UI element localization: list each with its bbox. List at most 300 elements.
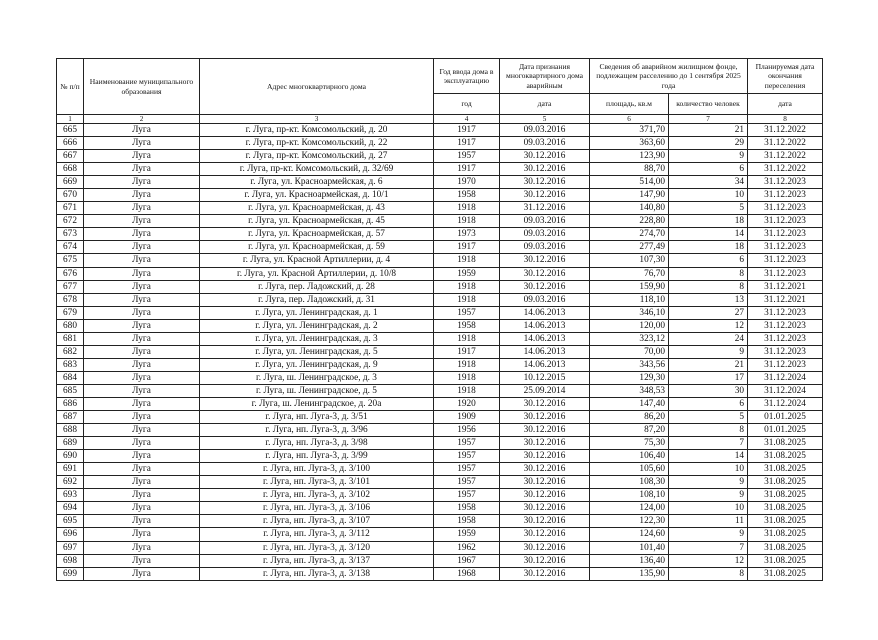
col-number: 7: [669, 115, 748, 124]
table-row: [57, 358, 823, 371]
people-cell: 34: [669, 176, 748, 189]
date-cell: 14.06.2013: [500, 345, 590, 358]
address-cell: г. Луга, ул. Ленинградская, д. 9: [200, 358, 434, 371]
table-row: [57, 332, 823, 345]
people-cell: 5: [669, 202, 748, 215]
year-cell: 1917: [434, 137, 500, 150]
header-sub-year: год: [434, 94, 500, 115]
date-cell: 30.12.2016: [500, 515, 590, 528]
year-cell: 1917: [434, 345, 500, 358]
municipality-cell: Луга: [84, 502, 200, 515]
municipality-cell: Луга: [84, 332, 200, 345]
date-cell: 30.12.2016: [500, 528, 590, 541]
row-number: 686: [57, 397, 84, 410]
people-cell: 18: [669, 241, 748, 254]
people-cell: 29: [669, 137, 748, 150]
year-cell: 1959: [434, 528, 500, 541]
address-cell: г. Луга, ул. Красноармейская, д. 6: [200, 176, 434, 189]
row-number: 669: [57, 176, 84, 189]
plan-date-cell: 31.12.2024: [748, 397, 823, 410]
people-cell: 24: [669, 332, 748, 345]
year-cell: 1918: [434, 202, 500, 215]
row-number: 697: [57, 541, 84, 554]
date-cell: 09.03.2016: [500, 137, 590, 150]
row-number: 692: [57, 476, 84, 489]
col-number: 2: [84, 115, 200, 124]
people-cell: 10: [669, 502, 748, 515]
address-cell: г. Луга, ул. Красноармейская, д. 10/1: [200, 189, 434, 202]
header-sub-date: дата: [500, 94, 590, 115]
year-cell: 1918: [434, 358, 500, 371]
header-plan-group: Планируемая дата окончания переселения: [748, 59, 823, 94]
header-info-group: Сведения об аварийном жилищном фонде, подлежащем расселению до 1 сентября 2025 года: [590, 59, 748, 94]
municipality-cell: Луга: [84, 293, 200, 306]
row-number: 682: [57, 345, 84, 358]
area-cell: 124,00: [590, 502, 669, 515]
plan-date-cell: 31.12.2023: [748, 332, 823, 345]
municipality-cell: Луга: [84, 424, 200, 437]
year-cell: 1957: [434, 476, 500, 489]
municipality-cell: Луга: [84, 306, 200, 319]
date-cell: 31.12.2016: [500, 202, 590, 215]
area-cell: 346,10: [590, 306, 669, 319]
address-cell: г. Луга, нп. Луга-3, д. 3/100: [200, 463, 434, 476]
address-cell: г. Луга, нп. Луга-3, д. 3/102: [200, 489, 434, 502]
area-cell: 87,20: [590, 424, 669, 437]
header-address: Адрес многоквартирного дома: [200, 59, 434, 115]
municipality-cell: Луга: [84, 463, 200, 476]
municipality-cell: Луга: [84, 554, 200, 567]
row-number: 668: [57, 163, 84, 176]
row-number: 678: [57, 293, 84, 306]
date-cell: 14.06.2013: [500, 306, 590, 319]
address-cell: г. Луга, ул. Ленинградская, д. 2: [200, 319, 434, 332]
date-cell: 14.06.2013: [500, 319, 590, 332]
area-cell: 343,56: [590, 358, 669, 371]
date-cell: 09.03.2016: [500, 241, 590, 254]
year-cell: 1962: [434, 541, 500, 554]
row-number: 672: [57, 215, 84, 228]
table-row: [57, 189, 823, 202]
plan-date-cell: 31.08.2025: [748, 476, 823, 489]
year-cell: 1918: [434, 254, 500, 267]
address-cell: г. Луга, ул. Ленинградская, д. 1: [200, 306, 434, 319]
address-cell: г. Луга, нп. Луга-3, д. 3/112: [200, 528, 434, 541]
municipality-cell: Луга: [84, 124, 200, 137]
plan-date-cell: 31.08.2025: [748, 437, 823, 450]
address-cell: г. Луга, пр-кт. Комсомольский, д. 27: [200, 150, 434, 163]
people-cell: 30: [669, 384, 748, 397]
plan-date-cell: 31.08.2025: [748, 554, 823, 567]
address-cell: г. Луга, нп. Луга-3, д. 3/101: [200, 476, 434, 489]
people-cell: 9: [669, 150, 748, 163]
row-number: 667: [57, 150, 84, 163]
table-row: [57, 397, 823, 410]
table-body: [57, 124, 823, 581]
row-number: 683: [57, 358, 84, 371]
municipality-cell: Луга: [84, 528, 200, 541]
table-row: [57, 163, 823, 176]
year-cell: 1958: [434, 319, 500, 332]
area-cell: 88,70: [590, 163, 669, 176]
date-cell: 30.12.2016: [500, 450, 590, 463]
people-cell: 7: [669, 541, 748, 554]
municipality-cell: Луга: [84, 150, 200, 163]
table-row: [57, 554, 823, 567]
municipality-cell: Луга: [84, 450, 200, 463]
area-cell: 75,30: [590, 437, 669, 450]
date-cell: 30.12.2016: [500, 476, 590, 489]
row-number: 674: [57, 241, 84, 254]
table-row: [57, 176, 823, 189]
table-row: [57, 215, 823, 228]
people-cell: 27: [669, 306, 748, 319]
address-cell: г. Луга, ул. Красной Артиллерии, д. 10/8: [200, 267, 434, 280]
table-row: [57, 124, 823, 137]
people-cell: 21: [669, 124, 748, 137]
date-cell: 30.12.2016: [500, 411, 590, 424]
area-cell: 363,60: [590, 137, 669, 150]
municipality-cell: Луга: [84, 489, 200, 502]
people-cell: 8: [669, 424, 748, 437]
date-cell: 30.12.2016: [500, 463, 590, 476]
area-cell: 118,10: [590, 293, 669, 306]
municipality-cell: Луга: [84, 371, 200, 384]
year-cell: 1918: [434, 293, 500, 306]
address-cell: г. Луга, ул. Красноармейская, д. 43: [200, 202, 434, 215]
date-cell: 09.03.2016: [500, 293, 590, 306]
table-row: [57, 345, 823, 358]
table-row: [57, 411, 823, 424]
row-number: 690: [57, 450, 84, 463]
row-number: 677: [57, 280, 84, 293]
date-cell: 10.12.2015: [500, 371, 590, 384]
people-cell: 12: [669, 554, 748, 567]
plan-date-cell: 31.12.2022: [748, 163, 823, 176]
date-cell: 30.12.2016: [500, 280, 590, 293]
row-number: 670: [57, 189, 84, 202]
people-cell: 7: [669, 437, 748, 450]
plan-date-cell: 31.08.2025: [748, 528, 823, 541]
year-cell: 1959: [434, 267, 500, 280]
address-cell: г. Луга, пр-кт. Комсомольский, д. 32/69: [200, 163, 434, 176]
year-cell: 1958: [434, 502, 500, 515]
municipality-cell: Луга: [84, 228, 200, 241]
table-row: [57, 515, 823, 528]
municipality-cell: Луга: [84, 254, 200, 267]
municipality-cell: Луга: [84, 267, 200, 280]
municipality-cell: Луга: [84, 319, 200, 332]
row-number: 675: [57, 254, 84, 267]
people-cell: 12: [669, 319, 748, 332]
col-number: 4: [434, 115, 500, 124]
table-row: [57, 541, 823, 554]
address-cell: г. Луга, ул. Красноармейская, д. 57: [200, 228, 434, 241]
row-number: 681: [57, 332, 84, 345]
plan-date-cell: 31.12.2023: [748, 189, 823, 202]
table-row: [57, 137, 823, 150]
row-number: 676: [57, 267, 84, 280]
plan-date-cell: 31.12.2023: [748, 241, 823, 254]
date-cell: 30.12.2016: [500, 567, 590, 580]
people-cell: 21: [669, 358, 748, 371]
table-row: [57, 528, 823, 541]
row-number: 699: [57, 567, 84, 580]
address-cell: г. Луга, нп. Луга-3, д. 3/120: [200, 541, 434, 554]
municipality-cell: Луга: [84, 176, 200, 189]
year-cell: 1909: [434, 411, 500, 424]
plan-date-cell: 01.01.2025: [748, 424, 823, 437]
year-cell: 1958: [434, 515, 500, 528]
address-cell: г. Луга, нп. Луга-3, д. 3/138: [200, 567, 434, 580]
address-cell: г. Луга, нп. Луга-3, д. 3/107: [200, 515, 434, 528]
area-cell: 123,90: [590, 150, 669, 163]
row-number: 696: [57, 528, 84, 541]
people-cell: 18: [669, 215, 748, 228]
address-cell: г. Луга, ш. Ленинградское, д. 5: [200, 384, 434, 397]
year-cell: 1967: [434, 554, 500, 567]
table-row: [57, 241, 823, 254]
plan-date-cell: 31.12.2021: [748, 280, 823, 293]
plan-date-cell: 31.08.2025: [748, 450, 823, 463]
plan-date-cell: 01.01.2025: [748, 411, 823, 424]
plan-date-cell: 31.12.2021: [748, 293, 823, 306]
area-cell: 140,80: [590, 202, 669, 215]
municipality-cell: Луга: [84, 358, 200, 371]
people-cell: 11: [669, 515, 748, 528]
row-number: 666: [57, 137, 84, 150]
plan-date-cell: 31.12.2023: [748, 176, 823, 189]
year-cell: 1918: [434, 384, 500, 397]
area-cell: 86,20: [590, 411, 669, 424]
plan-date-cell: 31.12.2022: [748, 137, 823, 150]
area-cell: 228,80: [590, 215, 669, 228]
plan-date-cell: 31.12.2023: [748, 267, 823, 280]
row-number: 679: [57, 306, 84, 319]
people-cell: 9: [669, 528, 748, 541]
row-number: 689: [57, 437, 84, 450]
municipality-cell: Луга: [84, 163, 200, 176]
address-cell: г. Луга, ул. Красноармейская, д. 59: [200, 241, 434, 254]
date-cell: 30.12.2016: [500, 163, 590, 176]
area-cell: 122,30: [590, 515, 669, 528]
municipality-cell: Луга: [84, 567, 200, 580]
table-row: [57, 267, 823, 280]
municipality-cell: Луга: [84, 280, 200, 293]
housing-table: [56, 58, 823, 581]
address-cell: г. Луга, пер. Ладожский, д. 31: [200, 293, 434, 306]
date-cell: 09.03.2016: [500, 124, 590, 137]
area-cell: 106,40: [590, 450, 669, 463]
row-number: 693: [57, 489, 84, 502]
table-row: [57, 437, 823, 450]
table-row: [57, 476, 823, 489]
col-number: 8: [748, 115, 823, 124]
table-row: [57, 424, 823, 437]
area-cell: 348,53: [590, 384, 669, 397]
plan-date-cell: 31.12.2023: [748, 215, 823, 228]
plan-date-cell: 31.08.2025: [748, 463, 823, 476]
municipality-cell: Луга: [84, 437, 200, 450]
municipality-cell: Луга: [84, 345, 200, 358]
date-cell: 09.03.2016: [500, 215, 590, 228]
year-cell: 1970: [434, 176, 500, 189]
table-row: [57, 306, 823, 319]
table-row: [57, 228, 823, 241]
date-cell: 30.12.2016: [500, 189, 590, 202]
year-cell: 1957: [434, 150, 500, 163]
people-cell: 17: [669, 371, 748, 384]
municipality-cell: Луга: [84, 202, 200, 215]
header-year-group: Год ввода дома в эксплуатацию: [434, 59, 500, 94]
people-cell: 6: [669, 397, 748, 410]
header-date-group: Дата признания многоквартирного дома аварийным: [500, 59, 590, 94]
date-cell: 30.12.2016: [500, 554, 590, 567]
header-num: № п/п: [57, 59, 84, 115]
row-number: 680: [57, 319, 84, 332]
col-number: 1: [57, 115, 84, 124]
header-sub-plan: дата: [748, 94, 823, 115]
people-cell: 6: [669, 163, 748, 176]
municipality-cell: Луга: [84, 215, 200, 228]
address-cell: г. Луга, ш. Ленинградское, д. 20а: [200, 397, 434, 410]
row-number: 665: [57, 124, 84, 137]
year-cell: 1957: [434, 463, 500, 476]
people-cell: 6: [669, 254, 748, 267]
date-cell: 30.12.2016: [500, 541, 590, 554]
address-cell: г. Луга, нп. Луга-3, д. 3/137: [200, 554, 434, 567]
plan-date-cell: 31.12.2023: [748, 358, 823, 371]
date-cell: 09.03.2016: [500, 228, 590, 241]
address-cell: г. Луга, нп. Луга-3, д. 3/96: [200, 424, 434, 437]
table-header: [57, 59, 823, 124]
date-cell: 30.12.2016: [500, 502, 590, 515]
plan-date-cell: 31.08.2025: [748, 502, 823, 515]
plan-date-cell: 31.08.2025: [748, 567, 823, 580]
table-row: [57, 202, 823, 215]
area-cell: 135,90: [590, 567, 669, 580]
row-number: 695: [57, 515, 84, 528]
date-cell: 30.12.2016: [500, 397, 590, 410]
area-cell: 159,90: [590, 280, 669, 293]
area-cell: 108,10: [590, 489, 669, 502]
header-sub-people: количество человек: [669, 94, 748, 115]
row-number: 673: [57, 228, 84, 241]
year-cell: 1920: [434, 397, 500, 410]
area-cell: 147,90: [590, 189, 669, 202]
year-cell: 1918: [434, 371, 500, 384]
row-number: 698: [57, 554, 84, 567]
municipality-cell: Луга: [84, 189, 200, 202]
plan-date-cell: 31.08.2025: [748, 515, 823, 528]
area-cell: 274,70: [590, 228, 669, 241]
address-cell: г. Луга, нп. Луга-3, д. 3/98: [200, 437, 434, 450]
area-cell: 120,00: [590, 319, 669, 332]
area-cell: 108,30: [590, 476, 669, 489]
plan-date-cell: 31.12.2023: [748, 319, 823, 332]
municipality-cell: Луга: [84, 241, 200, 254]
row-number: 684: [57, 371, 84, 384]
header-sub-area: площадь, кв.м: [590, 94, 669, 115]
address-cell: г. Луга, пер. Ладожский, д. 28: [200, 280, 434, 293]
people-cell: 8: [669, 567, 748, 580]
year-cell: 1957: [434, 306, 500, 319]
municipality-cell: Луга: [84, 137, 200, 150]
year-cell: 1918: [434, 215, 500, 228]
people-cell: 10: [669, 463, 748, 476]
plan-date-cell: 31.12.2022: [748, 124, 823, 137]
column-number-row: [57, 115, 823, 124]
table-row: [57, 371, 823, 384]
date-cell: 30.12.2016: [500, 150, 590, 163]
people-cell: 9: [669, 345, 748, 358]
address-cell: г. Луга, ш. Ленинградское, д. 3: [200, 371, 434, 384]
date-cell: 14.06.2013: [500, 358, 590, 371]
plan-date-cell: 31.08.2025: [748, 489, 823, 502]
address-cell: г. Луга, пр-кт. Комсомольский, д. 22: [200, 137, 434, 150]
people-cell: 8: [669, 280, 748, 293]
date-cell: 30.12.2016: [500, 489, 590, 502]
people-cell: 9: [669, 489, 748, 502]
year-cell: 1917: [434, 241, 500, 254]
date-cell: 14.06.2013: [500, 332, 590, 345]
date-cell: 30.12.2016: [500, 176, 590, 189]
address-cell: г. Луга, нп. Луга-3, д. 3/51: [200, 411, 434, 424]
area-cell: 124,60: [590, 528, 669, 541]
people-cell: 13: [669, 293, 748, 306]
table-row: [57, 384, 823, 397]
year-cell: 1917: [434, 163, 500, 176]
area-cell: 76,70: [590, 267, 669, 280]
address-cell: г. Луга, нп. Луга-3, д. 3/106: [200, 502, 434, 515]
year-cell: 1968: [434, 567, 500, 580]
row-number: 688: [57, 424, 84, 437]
municipality-cell: Луга: [84, 411, 200, 424]
col-number: 5: [500, 115, 590, 124]
plan-date-cell: 31.12.2023: [748, 202, 823, 215]
people-cell: 14: [669, 228, 748, 241]
area-cell: 277,49: [590, 241, 669, 254]
col-number: 3: [200, 115, 434, 124]
col-number: 6: [590, 115, 669, 124]
municipality-cell: Луга: [84, 541, 200, 554]
address-cell: г. Луга, ул. Красноармейская, д. 45: [200, 215, 434, 228]
year-cell: 1957: [434, 489, 500, 502]
table-row: [57, 463, 823, 476]
table-row: [57, 280, 823, 293]
address-cell: г. Луга, ул. Ленинградская, д. 5: [200, 345, 434, 358]
address-cell: г. Луга, нп. Луга-3, д. 3/99: [200, 450, 434, 463]
row-number: 694: [57, 502, 84, 515]
plan-date-cell: 31.12.2024: [748, 384, 823, 397]
plan-date-cell: 31.12.2022: [748, 150, 823, 163]
plan-date-cell: 31.08.2025: [748, 541, 823, 554]
date-cell: 25.09.2014: [500, 384, 590, 397]
people-cell: 9: [669, 476, 748, 489]
plan-date-cell: 31.12.2023: [748, 254, 823, 267]
date-cell: 30.12.2016: [500, 254, 590, 267]
plan-date-cell: 31.12.2024: [748, 371, 823, 384]
area-cell: 323,12: [590, 332, 669, 345]
people-cell: 14: [669, 450, 748, 463]
address-cell: г. Луга, ул. Ленинградская, д. 3: [200, 332, 434, 345]
row-number: 685: [57, 384, 84, 397]
plan-date-cell: 31.12.2023: [748, 228, 823, 241]
people-cell: 5: [669, 411, 748, 424]
table-row: [57, 293, 823, 306]
year-cell: 1956: [434, 424, 500, 437]
year-cell: 1918: [434, 332, 500, 345]
